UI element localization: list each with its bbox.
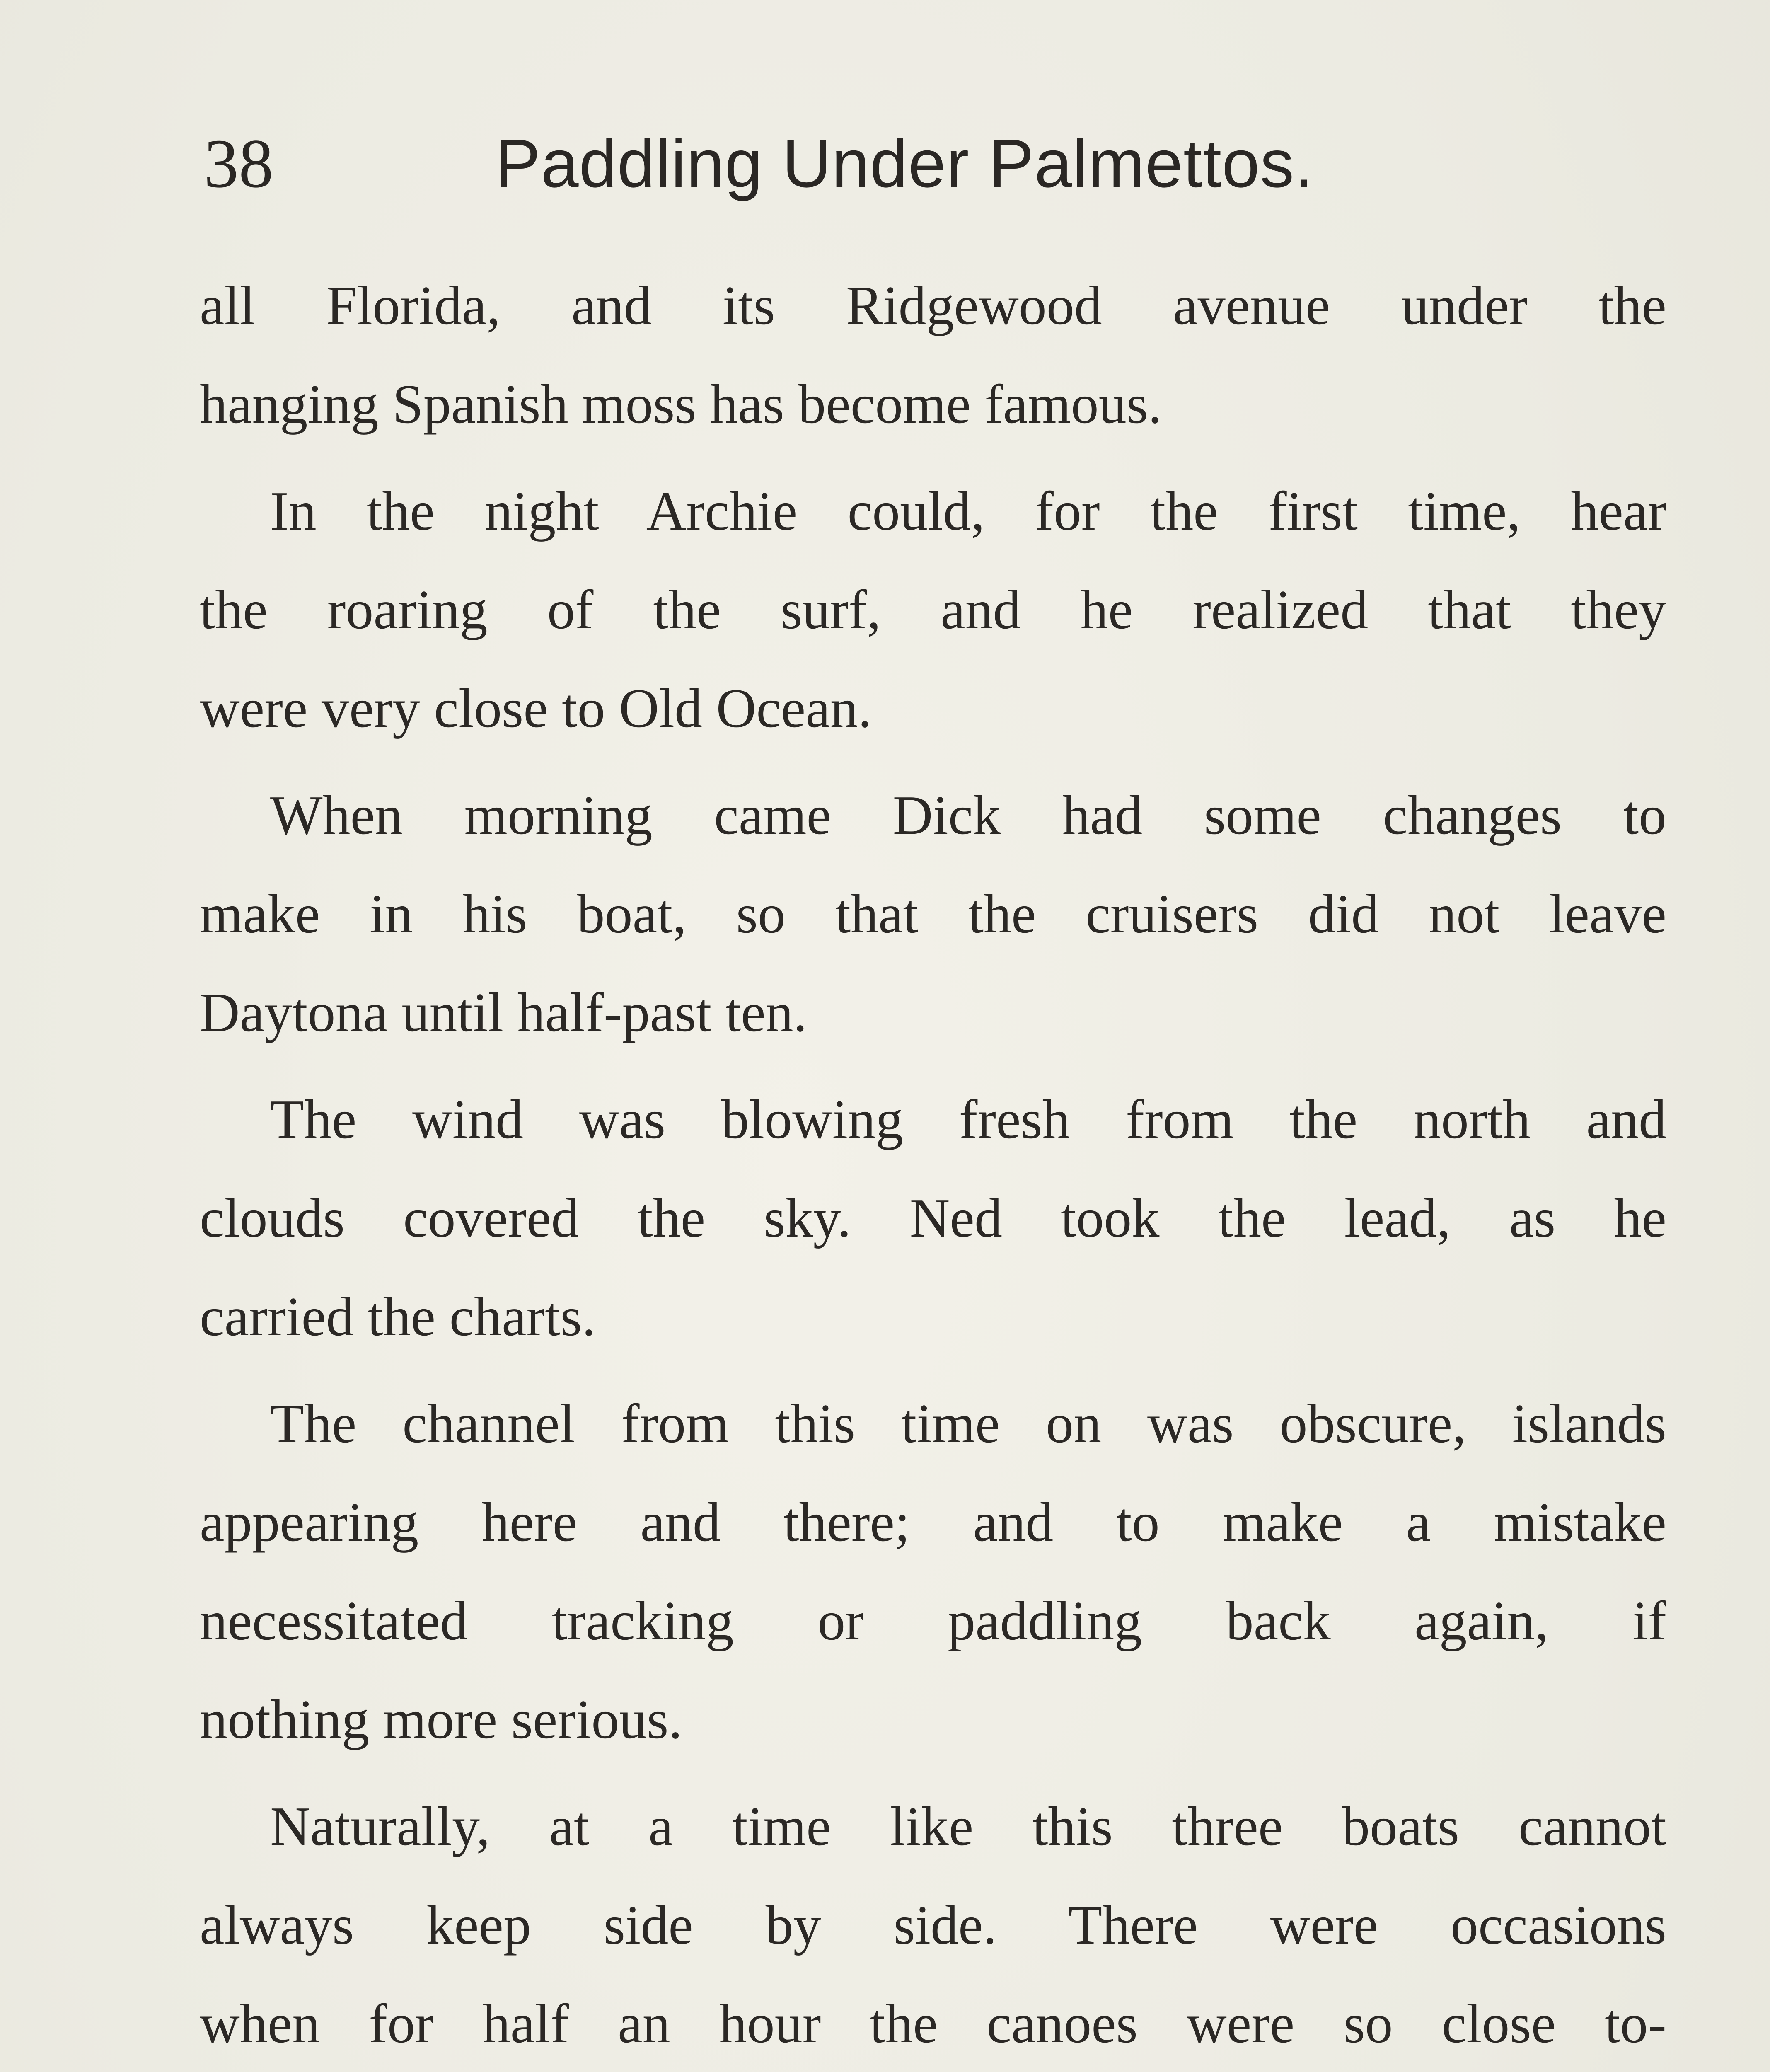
paragraph-3: [200, 766, 1666, 1062]
body-text: [200, 256, 1666, 2072]
text-line: all Florida, and its Ridgewood avenue under the: [200, 275, 1666, 336]
text-line: Naturally, at a time like this three boats cannot: [270, 1796, 1666, 1857]
text-line: appearing here and there; and to make a mistake: [200, 1491, 1666, 1553]
paragraph-2: [200, 462, 1666, 758]
paragraph-5: [200, 1374, 1666, 1769]
paragraph-6: [200, 1777, 1666, 2072]
text-line: when for half an hour the canoes were so close to-: [200, 1993, 1666, 2054]
text-line: necessitated tracking or paddling back again, if: [200, 1590, 1666, 1651]
text-line: nothing more serious.: [200, 1689, 682, 1750]
text-line: always keep side by side. There were occasions: [200, 1894, 1666, 1956]
text-line: make in his boat, so that the cruisers did not leave: [200, 883, 1666, 944]
page-number: 38: [204, 125, 273, 202]
paragraph-4: [200, 1070, 1666, 1366]
paragraph-1: [200, 256, 1666, 453]
text-line: were very close to Old Ocean.: [200, 678, 872, 739]
running-title: Paddling Under Palmettos.: [495, 126, 1314, 201]
text-line: When morning came Dick had some changes to: [270, 784, 1666, 846]
text-line: The channel from this time on was obscure, islands: [270, 1393, 1666, 1454]
text-line: hanging Spanish moss has become famous.: [200, 373, 1162, 435]
text-line: Daytona until half-past ten.: [200, 982, 808, 1043]
running-head: [0, 126, 1770, 201]
text-line: carried the charts.: [200, 1286, 596, 1347]
text-line: The wind was blowing fresh from the north and: [270, 1089, 1666, 1150]
text-line: the roaring of the surf, and he realized that they: [200, 579, 1666, 640]
text-line: In the night Archie could, for the first time, hear: [270, 480, 1666, 542]
text-line: clouds covered the sky. Ned took the lead, as he: [200, 1187, 1666, 1249]
